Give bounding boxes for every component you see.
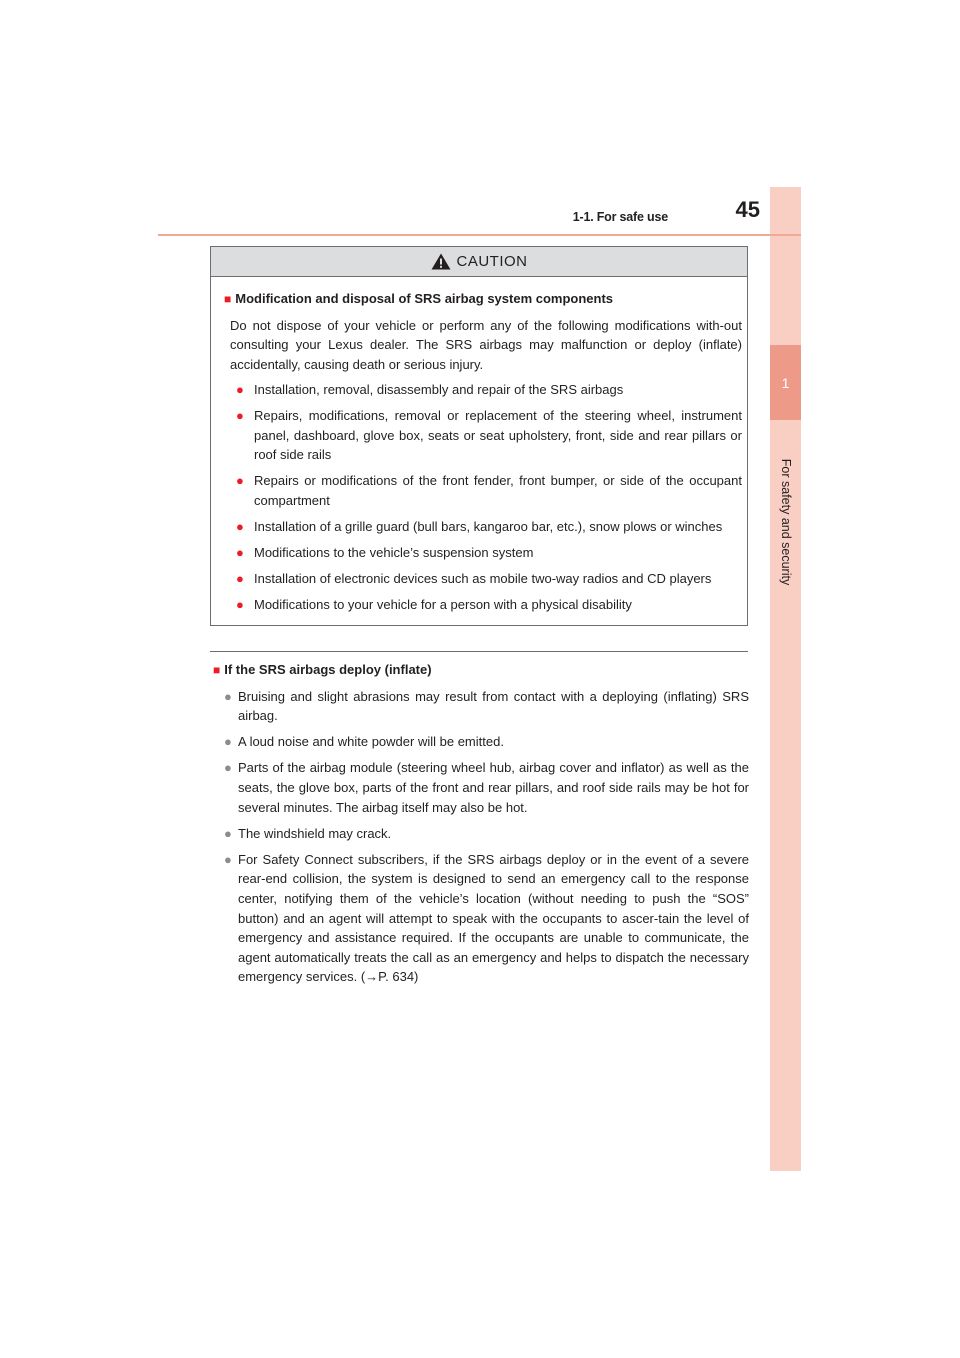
caution-header (211, 247, 747, 277)
bullet-dot-icon: ● (236, 518, 244, 534)
list-item (213, 824, 749, 844)
section-divider (210, 651, 748, 652)
list-item-text: For Safety Connect subscribers, if the SRS airbags deploy or in the event of a severe rear-end collision, the system is designed to send an emergency call to the response center, notifying them of the vehicle’s location (without needing to push the “SOS” button) and an agent will attempt to speak with the occupants to ascer-tain the level of emergency and assistance required. If the occupants are unable to communicate, the agent automatically treats the call as an emergency and helps to dispatch the necessary emergency services. (→P. 634) (238, 851, 749, 985)
square-bullet-icon: ■ (224, 292, 232, 306)
caution-title: CAUTION (456, 253, 528, 270)
caution-subheading (224, 289, 742, 310)
list-item-text: Installation of electronic devices such as mobile two-way radios and CD players (254, 570, 712, 586)
warning-triangle-icon (431, 253, 451, 270)
chapter-number: 1 (770, 345, 801, 420)
list-item-text: Modifications to the vehicle’s suspension system (254, 544, 534, 560)
bullet-dot-icon: ● (236, 596, 244, 612)
airbag-deploy-info (213, 660, 749, 993)
page-number: 45 (735, 197, 760, 222)
square-bullet-icon: ■ (213, 663, 221, 677)
list-item (230, 380, 742, 400)
chapter-title (771, 442, 801, 602)
list-item-text: Bruising and slight abrasions may result from contact with a deploying (inflating) SRS airbag. (238, 688, 749, 724)
bullet-dot-icon: ● (224, 851, 232, 867)
list-item-text: Installation, removal, disassembly and repair of the SRS airbags (254, 382, 624, 397)
info-subheading (213, 660, 749, 681)
caution-subheading-text: Modification and disposal of SRS airbag system components (235, 291, 614, 306)
bullet-dot-icon: ● (224, 688, 232, 704)
caution-bullet-list (224, 380, 742, 614)
list-item (213, 687, 749, 726)
info-subheading-text: If the SRS airbags deploy (inflate) (224, 662, 432, 677)
list-item-text: Parts of the airbag module (steering wheel hub, airbag cover and inflator) as well as the seats, the glove box, parts of the front and rear pillars, and roof side rails may be hot for several minutes. The airbag itself may also be hot. (238, 760, 749, 815)
caution-intro: Do not dispose of your vehicle or perform any of the following modifications with-out consulting your Lexus dealer. The SRS airbags may malfunction or deploy (inflate) accidentally, causing death or serious injury. (230, 317, 742, 372)
bullet-dot-icon: ● (224, 825, 232, 841)
list-item-text: Installation of a grille guard (bull bars, kangaroo bar, etc.), snow plows or winches (254, 518, 723, 534)
header-rule (158, 234, 801, 236)
chapter-side-tab (770, 187, 801, 1171)
section-title: 1-1. For safe use (572, 210, 668, 224)
list-item (230, 406, 742, 465)
list-item-text: The windshield may crack. (238, 825, 392, 841)
bullet-dot-icon: ● (224, 760, 232, 776)
bullet-dot-icon: ● (224, 734, 232, 750)
list-item (230, 543, 742, 563)
list-item (213, 758, 749, 817)
chapter-title-text: For safety and security (779, 458, 794, 586)
bullet-dot-icon: ● (236, 382, 244, 397)
list-item-text: A loud noise and white powder will be emitted. (238, 734, 504, 750)
caution-box (210, 246, 748, 626)
list-item (213, 732, 749, 752)
list-item-text: Repairs, modifications, removal or replacement of the steering wheel, instrument panel, dashboard, glove box, seats or seat upholstery, front, side and rear pillars or roof side rails (254, 408, 742, 462)
list-item (230, 569, 742, 589)
bullet-dot-icon: ● (236, 408, 244, 423)
bullet-dot-icon: ● (236, 544, 244, 560)
list-item (230, 595, 742, 615)
caution-body (211, 277, 747, 614)
list-item (230, 517, 742, 537)
info-bullet-list (213, 687, 749, 987)
list-item (213, 850, 749, 987)
bullet-dot-icon: ● (236, 473, 244, 488)
list-item-text: Modifications to your vehicle for a person with a physical disability (254, 596, 632, 612)
list-item-text: Repairs or modifications of the front fender, front bumper, or side of the occupant compartment (254, 473, 742, 508)
bullet-dot-icon: ● (236, 570, 244, 586)
list-item (230, 471, 742, 510)
